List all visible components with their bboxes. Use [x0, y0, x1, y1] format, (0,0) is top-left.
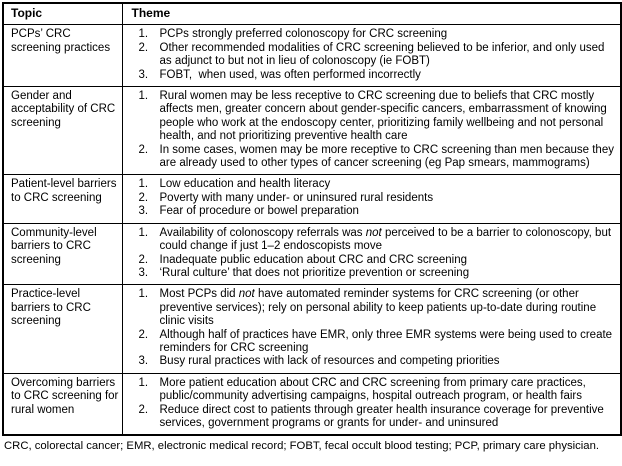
- theme-item: [139, 267, 617, 280]
- table-row: [3, 373, 621, 435]
- abbreviations-footnote: CRC, colorectal cancer; EMR, electronic medical record; FOBT, fecal occult blood testing; PCP, primary care physician.: [4, 440, 599, 453]
- table-body: [3, 25, 621, 435]
- theme-item-text: Rural women may be less receptive to CRC screening due to beliefs that CRC mostly affects men, greater concern about gender-specific cancers, embarrassment of knowing people who work at the endoscopy center, prioritizing family wellbeing and not personal health, and not prioritizing preventive health care: [159, 90, 610, 143]
- theme-item-text: More patient education about CRC and CRC screening from primary care practices, public/community advertising campaigns, hospital outreach program, or health fairs: [159, 376, 590, 403]
- theme-item: [139, 288, 617, 328]
- theme-item-text: Reduce direct cost to patients through greater health insurance coverage for preventive services, government programs or grants for under- and uninsured: [159, 403, 607, 429]
- theme-item-text: Availability of colonoscopy referrals was not perceived to be a barrier to colonoscopy, but could change if just 1–2 endoscopists move: [159, 226, 615, 253]
- theme-item-number: 2.: [138, 403, 149, 416]
- table-row: [3, 223, 621, 285]
- theme-item-number: 3.: [138, 205, 149, 218]
- theme-item: [139, 254, 617, 267]
- theme-cell: [122, 285, 621, 373]
- table-row: [3, 87, 621, 175]
- theme-list: [123, 28, 617, 82]
- topic-cell: Community-level barriers to CRC screening: [3, 223, 122, 285]
- theme-item-number: 2.: [138, 191, 149, 204]
- theme-item-text: Fear of procedure or bowel preparation: [159, 205, 359, 218]
- table-row: [3, 25, 621, 87]
- theme-item: [139, 90, 617, 144]
- theme-item-number: 2.: [138, 253, 149, 266]
- theme-item: [139, 404, 617, 431]
- theme-list: [123, 227, 617, 281]
- table-row: [3, 175, 621, 223]
- theme-item-number: 2.: [138, 328, 149, 341]
- theme-item-number: 3.: [138, 355, 149, 368]
- topic-cell: Patient-level barriers to CRC screening: [3, 175, 122, 223]
- themes-table: [2, 2, 622, 436]
- theme-item-text: Other recommended modalities of CRC screening believed to be inferior, and only used as adjunct to but not in lieu of colonoscopy (ie FOBT): [159, 41, 608, 68]
- theme-list: [123, 178, 617, 218]
- theme-item-text: Inadequate public education about CRC and CRC screening: [159, 253, 468, 266]
- theme-item-number: 2.: [138, 143, 149, 156]
- theme-list: [123, 377, 617, 431]
- theme-item: [139, 355, 617, 368]
- theme-item: [139, 42, 617, 69]
- theme-list: [123, 288, 617, 368]
- theme-item-text: Busy rural practices with lack of resources and competing priorities: [159, 355, 500, 368]
- theme-item-text: PCPs strongly preferred colonoscopy for CRC screening: [159, 28, 448, 41]
- theme-item: [139, 377, 617, 404]
- topic-column-header: Topic: [3, 3, 122, 25]
- theme-cell: [122, 223, 621, 285]
- theme-item-number: 1.: [138, 288, 149, 301]
- theme-item-text: ‘Rural culture’ that does not prioritize prevention or screening: [159, 266, 470, 279]
- theme-item-number: 1.: [138, 28, 149, 41]
- topic-cell: Practice-level barriers to CRC screening: [3, 285, 122, 373]
- theme-item-text: Poverty with many under- or uninsured rural residents: [159, 191, 434, 204]
- theme-item: [139, 329, 617, 356]
- theme-cell: [122, 175, 621, 223]
- theme-item-text: In some cases, women may be more receptive to CRC screening than men because they are already used to other types of cancer screening (eg Pap smears, mammograms): [159, 143, 618, 170]
- header-row: [3, 3, 621, 25]
- theme-item-number: 1.: [138, 376, 149, 389]
- theme-item: [139, 192, 617, 205]
- theme-item: [139, 69, 617, 82]
- theme-list: [123, 90, 617, 170]
- theme-item-number: 3.: [138, 266, 149, 279]
- theme-item: [139, 178, 617, 191]
- topic-cell: Gender and acceptability of CRC screening: [3, 87, 122, 175]
- topic-cell: PCPs’ CRC screening practices: [3, 25, 122, 87]
- theme-column-header: Theme: [122, 3, 621, 25]
- theme-cell: [122, 373, 621, 435]
- theme-item: [139, 205, 617, 218]
- theme-item: [139, 144, 617, 171]
- theme-item: [139, 28, 617, 41]
- theme-cell: [122, 87, 621, 175]
- theme-item-text: FOBT, when used, was often performed incorrectly: [159, 68, 421, 81]
- theme-item-number: 2.: [138, 41, 149, 54]
- theme-item-text: Most PCPs did not have automated reminder systems for CRC screening (or other preventive services); rely on personal ability to keep patients up-to-date during routine clinic visits: [159, 288, 600, 328]
- theme-item-text: Low education and health literacy: [159, 178, 331, 191]
- topic-cell: Overcoming barriers to CRC screening for rural women: [3, 373, 122, 435]
- theme-item: [139, 227, 617, 254]
- theme-item-number: 3.: [138, 68, 149, 81]
- theme-item-number: 1.: [138, 178, 149, 191]
- theme-item-text: Although half of practices have EMR, only three EMR systems were being used to create reminders for CRC screening: [159, 328, 616, 354]
- theme-item-number: 1.: [138, 90, 149, 103]
- table-row: [3, 285, 621, 373]
- theme-cell: [122, 25, 621, 87]
- theme-item-number: 1.: [138, 226, 149, 239]
